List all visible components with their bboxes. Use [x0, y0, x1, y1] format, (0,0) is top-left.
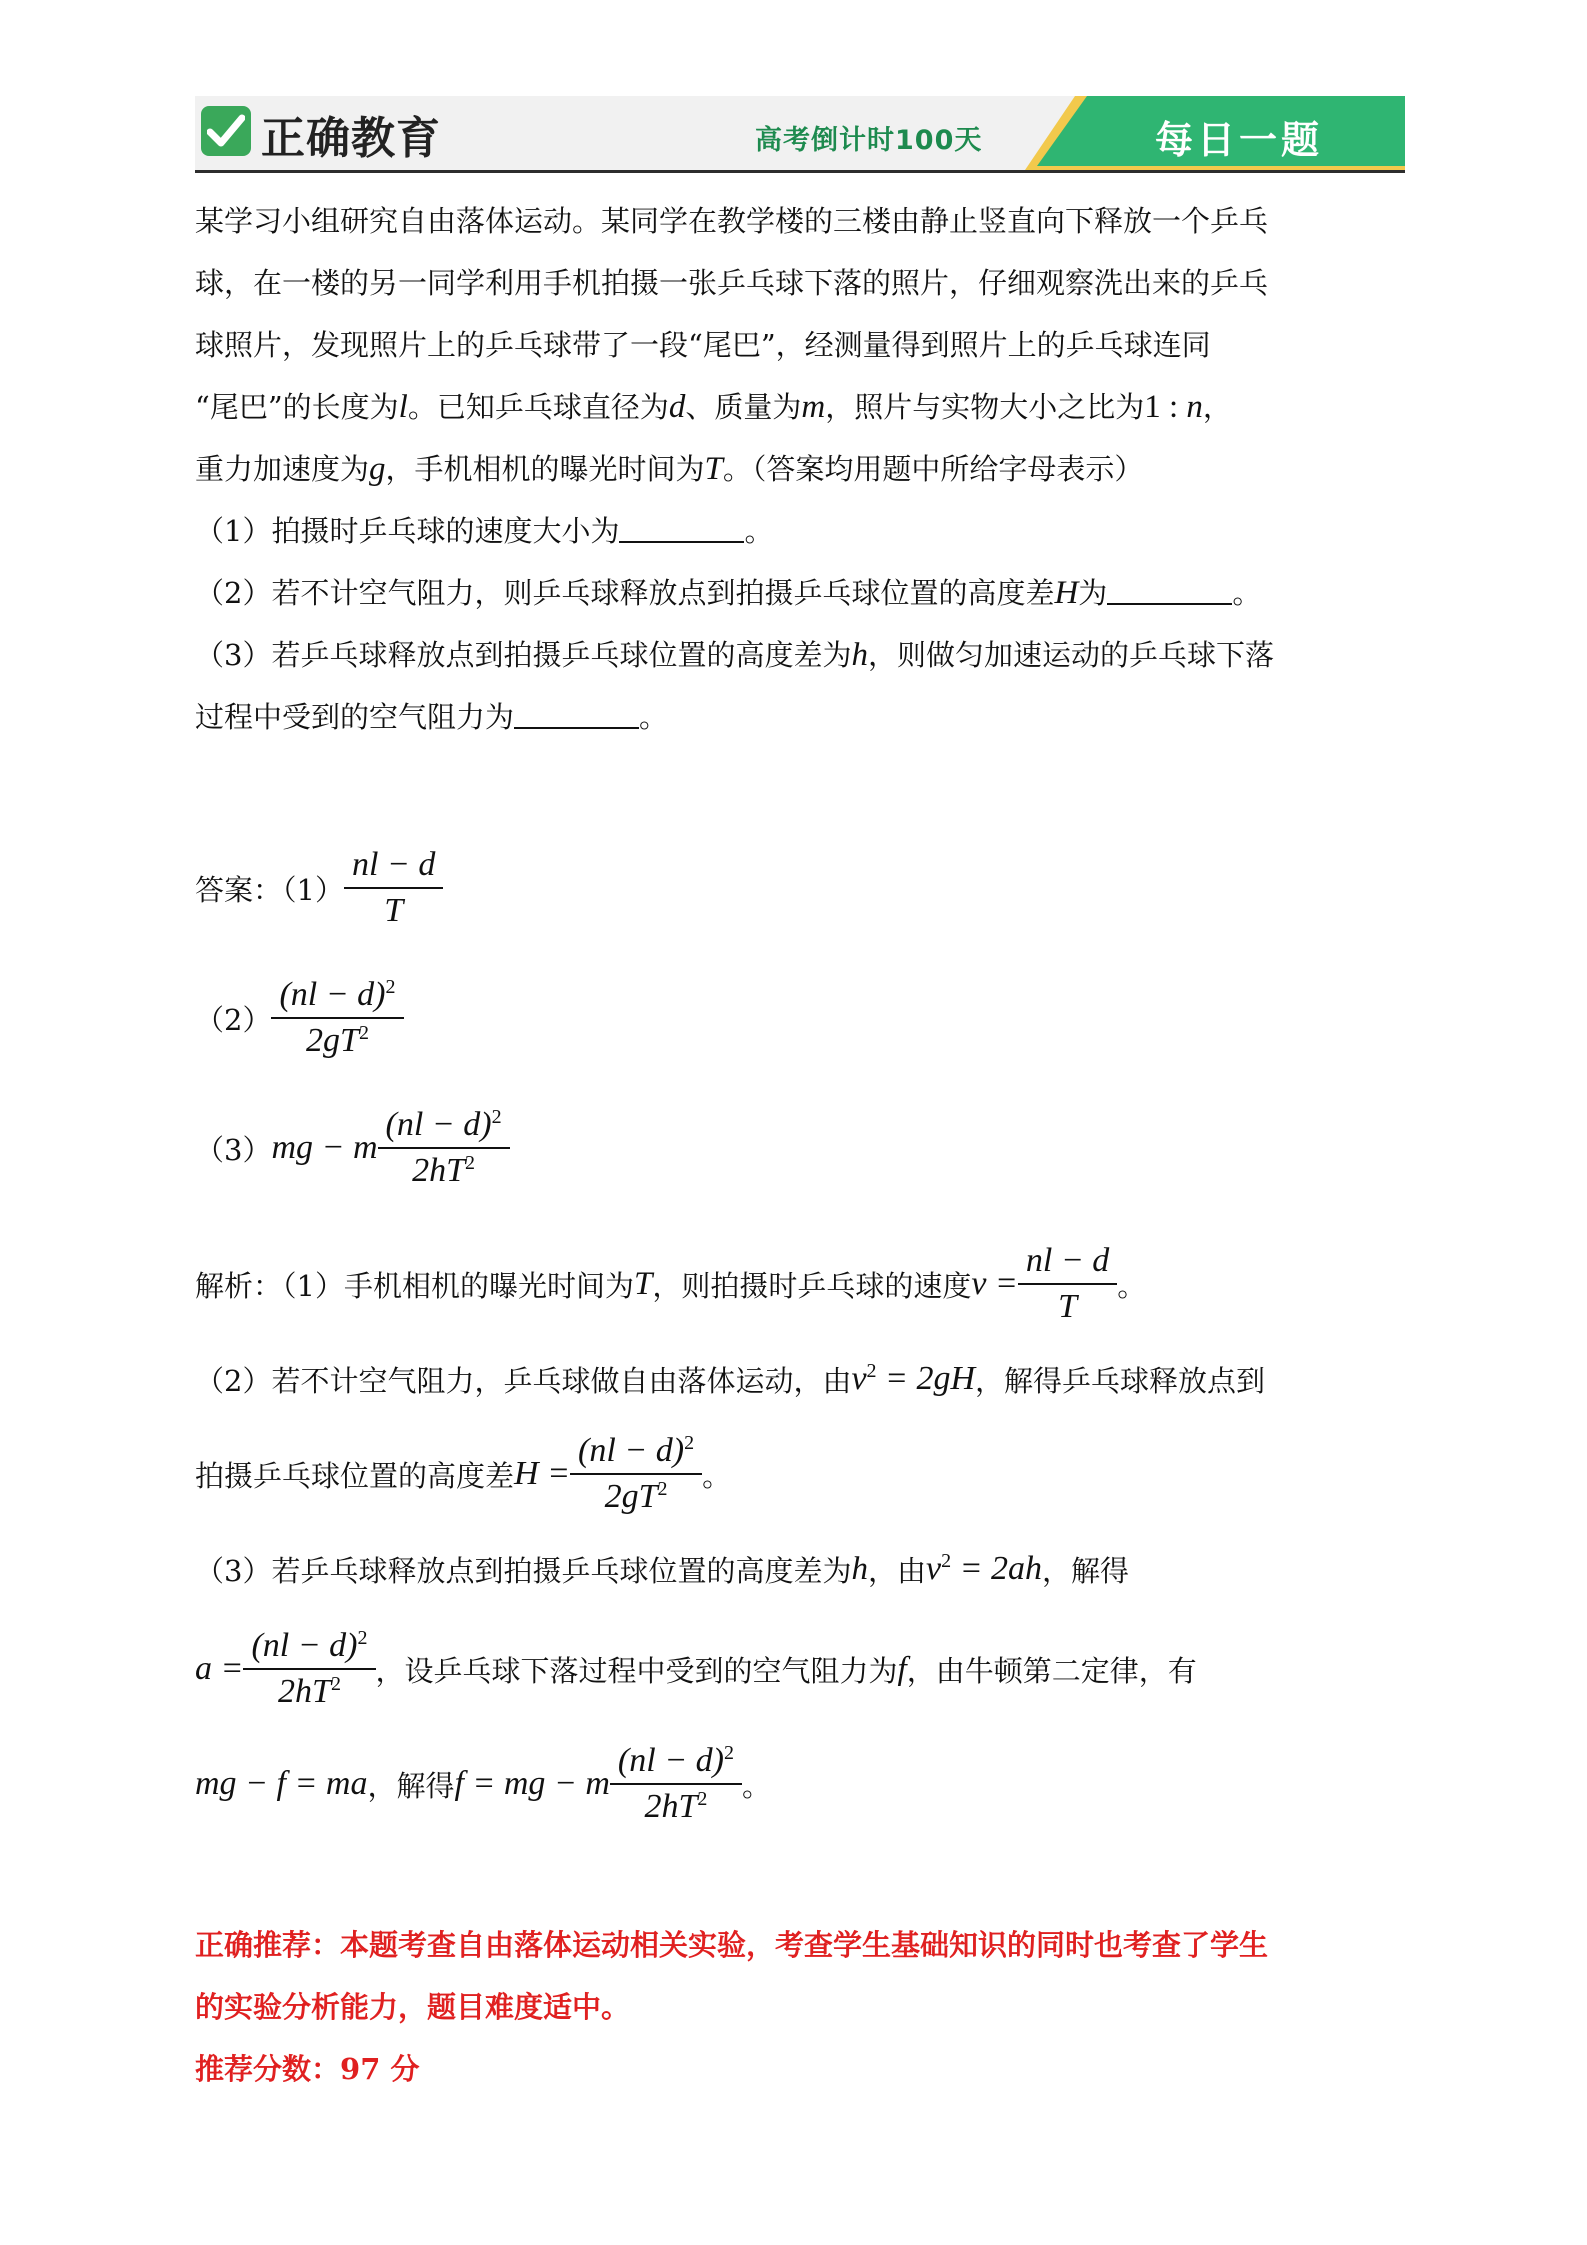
- answer-3: [195, 1098, 1410, 1198]
- text-span: （3）若乒乓球释放点到拍摄乒乓球位置的高度差为: [195, 638, 852, 672]
- text-span: 。: [1232, 576, 1262, 610]
- recommend-line-2: 的实验分析能力，题目难度适中。: [195, 1990, 631, 2024]
- text-span: ，解得: [1042, 1553, 1130, 1588]
- ratio: 1 :: [1144, 389, 1187, 425]
- check-icon: [201, 106, 251, 156]
- math-expression: mg − f = ma: [195, 1765, 368, 1802]
- text-span: ，: [1202, 390, 1232, 424]
- numerator-text: (nl − d): [578, 1432, 685, 1469]
- text-span: 为: [1078, 576, 1108, 610]
- exponent: 2: [491, 1106, 502, 1128]
- denominator: [570, 1475, 702, 1517]
- answer-label: 答案：（1）: [195, 872, 344, 907]
- score-unit: 分: [380, 2052, 420, 2086]
- numerator: [570, 1431, 702, 1475]
- variable-T: T: [704, 451, 723, 487]
- question-line-2: 球，在一楼的另一同学利用手机拍摄一张乒乓球下落的照片，仔细观察洗出来的乒乓: [195, 266, 1269, 300]
- exponent: 2: [358, 1022, 369, 1044]
- text-span: ，手机相机的曝光时间为: [385, 452, 705, 486]
- solution-2-cont: [195, 1424, 1410, 1524]
- solution-2: [195, 1334, 1410, 1424]
- text-span: 解析：（1）手机相机的曝光时间为: [195, 1268, 634, 1303]
- text-span: 。: [1117, 1268, 1147, 1303]
- solution-3-final: [195, 1724, 1410, 1844]
- equation: [851, 1360, 975, 1398]
- answer-2: [195, 968, 1410, 1068]
- text-span: （3）若乒乓球释放点到拍摄乒乓球位置的高度差为: [195, 1553, 852, 1588]
- fraction: [243, 1626, 375, 1712]
- exponent: 2: [684, 1432, 695, 1454]
- variable-m: m: [801, 389, 826, 425]
- math-expression: v =: [971, 1265, 1018, 1302]
- exponent: 2: [866, 1360, 877, 1382]
- question-line-1: 某学习小组研究自由落体运动。某同学在教学楼的三楼由静止竖直向下释放一个乒乓: [195, 204, 1269, 238]
- denominator-text: 2hT: [412, 1152, 465, 1189]
- exponent: 2: [357, 1627, 368, 1649]
- brand-name: 正确教育: [261, 113, 441, 164]
- fraction: [378, 1105, 510, 1191]
- math-expression: mg − m: [271, 1129, 378, 1166]
- text-span: ，照片与实物大小之比为: [825, 390, 1145, 424]
- math-expression: a =: [195, 1650, 244, 1687]
- question-line-5: [195, 438, 1410, 500]
- fraction: [271, 975, 403, 1061]
- text-span: 拍摄乒乓球位置的高度差: [195, 1458, 515, 1493]
- variable-H: H: [1054, 575, 1079, 611]
- answer-1: [195, 838, 1410, 938]
- answer-blank: [1107, 575, 1232, 605]
- solution-3: [195, 1524, 1410, 1614]
- variable-l: l: [398, 389, 408, 425]
- numerator: [610, 1741, 742, 1785]
- fraction: [570, 1431, 702, 1517]
- denominator: [378, 1149, 510, 1191]
- numerator: nl − d: [1018, 1241, 1117, 1285]
- denominator: [610, 1785, 742, 1827]
- answer-section: [195, 838, 1410, 1198]
- text-span: 。: [741, 1768, 771, 1803]
- numerator-text: (nl − d): [279, 976, 386, 1013]
- exponent: 2: [657, 1478, 668, 1500]
- variable-h: h: [851, 637, 868, 673]
- math-expression: f = mg − m: [454, 1765, 610, 1802]
- document-body: [195, 190, 1410, 2100]
- recommend-section: [195, 1914, 1410, 2100]
- question-line-4: [195, 376, 1410, 438]
- text-span: ，解得乒乓球释放点到: [975, 1363, 1266, 1398]
- exponent: 2: [941, 1550, 952, 1572]
- math-expression: v: [925, 1550, 942, 1587]
- text-span: 。（答案均用题中所给字母表示）: [722, 452, 1144, 486]
- denominator: [271, 1019, 403, 1061]
- variable-f: f: [897, 1650, 907, 1687]
- text-span: （2）若不计空气阻力，则乒乓球释放点到拍摄乒乓球位置的高度差: [195, 576, 1055, 610]
- numerator: [271, 975, 403, 1019]
- sub-question-1: [195, 500, 1410, 562]
- fraction: [344, 845, 443, 931]
- sub-question-3-cont: [195, 686, 1410, 748]
- solution-1: [195, 1234, 1410, 1334]
- denominator: [243, 1670, 375, 1712]
- variable-d: d: [668, 389, 686, 425]
- score-value: 97: [340, 2052, 381, 2086]
- numerator: [243, 1626, 375, 1670]
- text-span: ，由: [867, 1553, 926, 1588]
- numerator: [378, 1105, 510, 1149]
- denominator: T: [1058, 1288, 1078, 1325]
- text-span: ，则拍摄时乒乓球的速度: [652, 1268, 972, 1303]
- answer-blank: [514, 699, 639, 729]
- text-span: 。: [702, 1458, 732, 1493]
- denominator-text: 2gT: [604, 1478, 658, 1515]
- fraction: [1018, 1241, 1117, 1327]
- exponent: 2: [723, 1742, 734, 1764]
- exponent: 2: [385, 976, 396, 998]
- denominator-text: 2hT: [644, 1788, 698, 1825]
- variable-h: h: [851, 1550, 868, 1587]
- text-span: ，由牛顿第二定律，有: [906, 1653, 1197, 1688]
- exponent: 2: [465, 1152, 475, 1174]
- text-span: 过程中受到的空气阻力为: [195, 700, 515, 734]
- equation: [926, 1550, 1042, 1588]
- text-span: 重力加速度为: [195, 452, 370, 486]
- header-rule: [195, 170, 1405, 173]
- numerator-text: (nl − d): [251, 1627, 358, 1664]
- solution-section: [195, 1234, 1410, 1844]
- text-span: “尾巴”的长度为: [195, 390, 399, 424]
- text-span: （2）若不计空气阻力，乒乓球做自由落体运动，由: [195, 1363, 852, 1398]
- numerator: nl − d: [344, 845, 443, 889]
- math-expression: v: [851, 1360, 867, 1397]
- denominator: T: [384, 892, 404, 929]
- exponent: 2: [697, 1788, 708, 1810]
- score-label: 推荐分数：: [195, 2052, 341, 2086]
- question-section: [195, 190, 1410, 748]
- math-expression: H =: [514, 1455, 571, 1492]
- text-span: ，则做匀加速运动的乒乓球下落: [867, 638, 1274, 672]
- fraction: [610, 1741, 742, 1827]
- question-line-3: 球照片，发现照片上的乒乓球带了一段“尾巴”，经测量得到照片上的乒乓球连同: [195, 328, 1211, 362]
- answer-blank: [619, 513, 744, 543]
- answer-label: （3）: [195, 1132, 272, 1167]
- variable-n: n: [1186, 389, 1203, 425]
- answer-label: （2）: [195, 1002, 272, 1037]
- header-banner: [195, 96, 1405, 172]
- text-span: （1）拍摄时乒乓球的速度大小为: [195, 514, 620, 548]
- text-span: ，设乒乓球下落过程中受到的空气阻力为: [375, 1653, 898, 1688]
- numerator-text: (nl − d): [617, 1742, 724, 1779]
- exponent: 2: [330, 1673, 341, 1695]
- text-span: 。: [639, 700, 669, 734]
- sub-question-3: [195, 624, 1410, 686]
- countdown-text: 高考倒计时100天: [755, 125, 983, 156]
- text-span: ，解得: [367, 1768, 455, 1803]
- numerator-text: (nl − d): [385, 1106, 492, 1143]
- sub-question-2: [195, 562, 1410, 624]
- recommend-score: [195, 2038, 1410, 2100]
- text-span: 。: [744, 514, 774, 548]
- math-expression: = 2ah: [951, 1550, 1043, 1587]
- solution-3-cont: [195, 1614, 1410, 1724]
- math-expression: = 2gH: [876, 1360, 976, 1397]
- daily-question-title: 每日一题: [1155, 118, 1324, 162]
- recommend-line-1: 正确推荐：本题考查自由落体运动相关实验，考查学生基础知识的同时也考查了学生: [195, 1928, 1269, 1962]
- text-span: 、质量为: [685, 390, 802, 424]
- variable-g: g: [369, 451, 386, 487]
- variable-T: T: [633, 1265, 653, 1302]
- text-span: 。已知乒乓球直径为: [407, 390, 669, 424]
- denominator-text: 2gT: [306, 1022, 359, 1059]
- denominator-text: 2hT: [278, 1673, 331, 1710]
